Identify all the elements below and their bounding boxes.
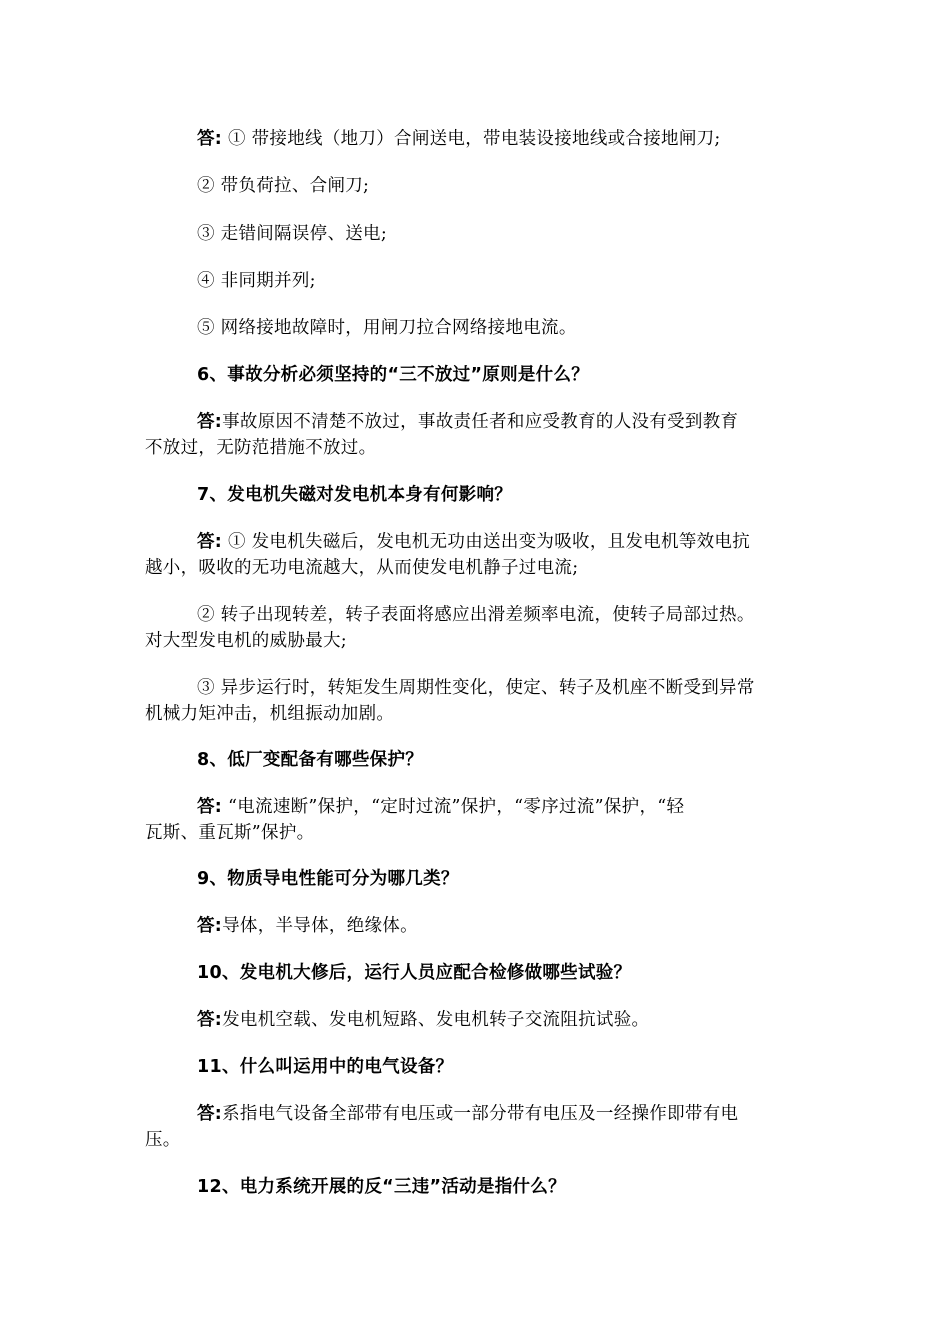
list-item: ③ 走错间隔误停、送电; <box>197 224 388 244</box>
answer-label: 答: <box>197 916 223 936</box>
answer-line: 越小，吸收的无功电流越大，从而使发电机静子过电流; <box>145 558 579 578</box>
answer-line <box>145 793 857 821</box>
answer-label: 答: <box>197 532 223 552</box>
question-heading: 11、什么叫运用中的电气设备？ <box>197 1057 454 1077</box>
answer-text: 发电机空载、发电机短路、发电机转子交流阻抗试验。 <box>222 1010 650 1030</box>
answer-text: 事故原因不清楚不放过，事故责任者和应受教育的人没有受到教育 <box>222 412 739 432</box>
answer-line: 机械力矩冲击，机组振动加剧。 <box>145 704 395 724</box>
answer-text: “电流速断”保护，“定时过流”保护，“零序过流”保护，“轻 <box>222 797 685 817</box>
answer-line: ③ 异步运行时，转矩发生周期性变化，使定、转子及机座不断受到异常 <box>197 678 755 698</box>
answer-line <box>145 1006 857 1034</box>
question-heading: 10、发电机大修后，运行人员应配合检修做哪些试验？ <box>197 963 632 983</box>
question-heading: 7、发电机失磁对发电机本身有何影响？ <box>197 485 513 505</box>
answer-line: 不放过，无防范措施不放过。 <box>145 438 377 458</box>
answer-label: 答: <box>197 412 223 432</box>
list-item: ④ 非同期并列; <box>197 271 316 291</box>
list-item: ② 带负荷拉、合闸刀; <box>197 176 370 196</box>
answer-text: 系指电气设备全部带有电压或一部分带有电压及一经操作即带有电 <box>222 1104 739 1124</box>
list-item: ⑤ 网络接地故障时，用闸刀拉合网络接地电流。 <box>197 318 577 338</box>
answer-line: 压。 <box>145 1130 181 1150</box>
question-heading: 6、事故分析必须坚持的“三不放过”原则是什么？ <box>197 365 590 385</box>
question-heading: 9、物质导电性能可分为哪几类？ <box>197 869 459 889</box>
answer-line <box>145 1100 857 1128</box>
answer-line <box>145 528 857 556</box>
answer-line: 瓦斯、重瓦斯”保护。 <box>145 823 315 843</box>
question-heading: 12、电力系统开展的反“三违”活动是指什么？ <box>197 1177 566 1197</box>
answer-label: 答: <box>197 1010 223 1030</box>
answer-label: 答: <box>197 129 223 149</box>
answer-text: 导体，半导体，绝缘体。 <box>222 916 418 936</box>
answer-label: 答: <box>197 1104 223 1124</box>
answer-line: ② 转子出现转差，转子表面将感应出滑差频率电流，使转子局部过热。 <box>197 605 755 625</box>
answer-line <box>145 408 857 436</box>
answer-label: 答: <box>197 797 223 817</box>
answer-line <box>145 912 857 940</box>
answer-line <box>145 125 857 153</box>
question-heading: 8、低厂变配备有哪些保护？ <box>197 750 424 770</box>
answer-text: ① 发电机失磁后，发电机无功由送出变为吸收，且发电机等效电抗 <box>222 532 751 552</box>
answer-text: ① 带接地线（地刀）合闸送电，带电装设接地线或合接地闸刀; <box>222 129 721 149</box>
answer-line: 对大型发电机的威胁最大; <box>145 631 347 651</box>
